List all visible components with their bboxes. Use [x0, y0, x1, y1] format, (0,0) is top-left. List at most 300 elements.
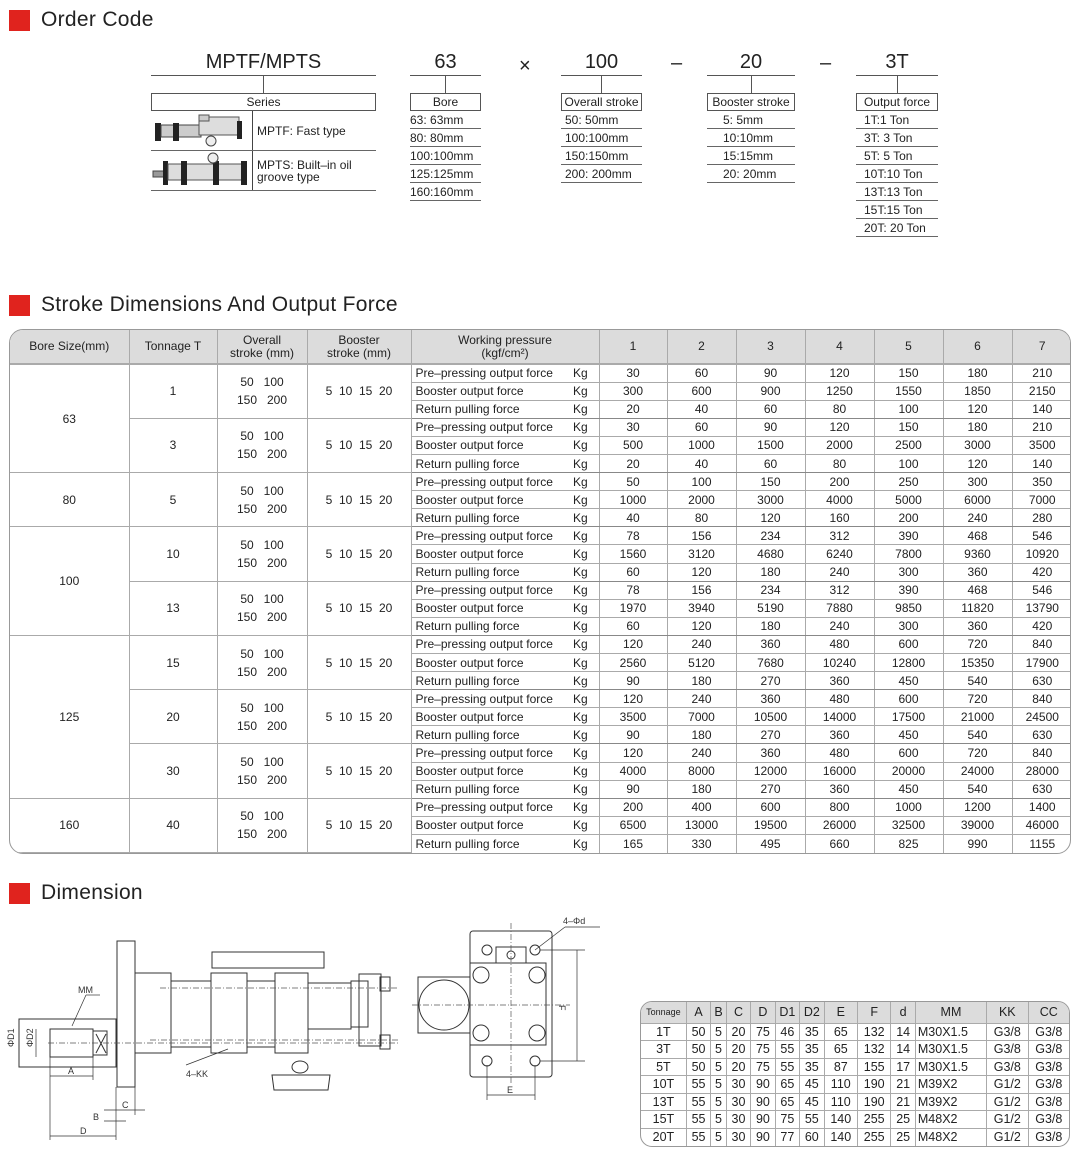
unit-label: Kg [573, 527, 599, 545]
table-row [10, 690, 1071, 708]
unit-label: Kg [573, 834, 599, 852]
force-value-cell: 180 [736, 563, 805, 581]
table-row [10, 418, 1071, 436]
force-value-cell: 90 [736, 364, 805, 382]
order-code-bore [410, 50, 481, 201]
force-value-cell: 78 [599, 527, 667, 545]
force-value-cell: 11820 [943, 599, 1012, 617]
dimension-value-cell: 20 [726, 1058, 750, 1076]
dimension-value-cell: 5T [641, 1058, 686, 1076]
header-pressure: 1 [599, 330, 667, 364]
force-value-cell: 300 [943, 473, 1012, 491]
force-value-cell: 30 [599, 364, 667, 382]
force-value-cell: 12800 [874, 654, 943, 672]
overall-stroke-cell: 50 100 150 200 [217, 798, 307, 852]
oil-groove-cylinder-image [151, 151, 253, 190]
force-type-label: Pre–pressing output force [411, 473, 573, 491]
dimension-value-cell: G3/8 [1028, 1058, 1069, 1076]
force-value-cell: 26000 [805, 816, 874, 834]
table-row [641, 1128, 1069, 1146]
force-value-cell: 420 [1012, 617, 1071, 635]
force-type-label: Pre–pressing output force [411, 798, 573, 816]
force-value-cell: 150 [736, 473, 805, 491]
bore-option: 125:125mm [410, 165, 481, 183]
dimension-value-cell: 35 [800, 1023, 824, 1041]
dimension-header-cell: C [726, 1002, 750, 1023]
table-row [10, 798, 1071, 816]
unit-label: Kg [573, 816, 599, 834]
force-value-cell: 546 [1012, 581, 1071, 599]
unit-label: Kg [573, 418, 599, 436]
force-value-cell: 390 [874, 527, 943, 545]
dimension-value-cell: 75 [775, 1111, 799, 1129]
force-value-cell: 140 [1012, 454, 1071, 472]
dimension-value-cell: 75 [751, 1058, 775, 1076]
force-value-cell: 630 [1012, 672, 1071, 690]
dimension-value-cell: 17 [891, 1058, 915, 1076]
bore-option: 63: 63mm [410, 111, 481, 129]
force-value-cell: 210 [1012, 418, 1071, 436]
overall-stroke-option: 100:100mm [561, 129, 642, 147]
force-value-cell: 1550 [874, 382, 943, 400]
force-value-cell: 240 [805, 617, 874, 635]
section-title: Order Code [41, 8, 154, 31]
force-value-cell: 60 [599, 563, 667, 581]
force-value-cell: 4000 [805, 491, 874, 509]
order-code-booster-stroke [707, 50, 795, 183]
force-value-cell: 450 [874, 780, 943, 798]
overall-stroke-cell: 50 100 150 200 [217, 581, 307, 635]
dimension-value-cell: 255 [857, 1111, 890, 1129]
unit-label: Kg [573, 672, 599, 690]
force-value-cell: 80 [805, 454, 874, 472]
dimension-value-cell: 13T [641, 1093, 686, 1111]
force-value-cell: 7880 [805, 599, 874, 617]
unit-label: Kg [573, 708, 599, 726]
force-value-cell: 140 [1012, 400, 1071, 418]
force-type-label: Pre–pressing output force [411, 581, 573, 599]
header-pressure: 3 [736, 330, 805, 364]
flange-plate [117, 941, 135, 1087]
force-value-cell: 180 [667, 780, 736, 798]
header-pressure: 5 [874, 330, 943, 364]
force-value-cell: 2000 [805, 436, 874, 454]
force-value-cell: 390 [874, 581, 943, 599]
dimension-value-cell: 25 [891, 1111, 915, 1129]
overall-stroke-option: 200: 200mm [561, 165, 642, 183]
force-value-cell: 2560 [599, 654, 667, 672]
force-value-cell: 840 [1012, 690, 1071, 708]
dimension-value-cell: 90 [751, 1076, 775, 1094]
force-value-cell: 240 [667, 635, 736, 653]
dimension-value-cell: 20T [641, 1128, 686, 1146]
force-value-cell: 180 [943, 364, 1012, 382]
force-type-label: Booster output force [411, 436, 573, 454]
dimension-value-cell: 45 [800, 1076, 824, 1094]
force-type-label: Return pulling force [411, 454, 573, 472]
force-value-cell: 100 [874, 400, 943, 418]
fast-type-cylinder-image [151, 111, 253, 150]
force-value-cell: 60 [599, 617, 667, 635]
force-value-cell: 240 [943, 509, 1012, 527]
force-value-cell: 210 [1012, 364, 1071, 382]
label-a: A [68, 1066, 75, 1076]
dimension-value-cell: 50 [686, 1058, 710, 1076]
unit-label: Kg [573, 400, 599, 418]
force-value-cell: 7680 [736, 654, 805, 672]
force-value-cell: 468 [943, 581, 1012, 599]
label-d: D [80, 1126, 87, 1136]
force-value-cell: 60 [667, 418, 736, 436]
dimension-value-cell: 5 [711, 1093, 726, 1111]
dimension-value-cell: 3T [641, 1041, 686, 1059]
force-type-label: Booster output force [411, 654, 573, 672]
force-value-cell: 150 [874, 418, 943, 436]
force-value-cell: 600 [874, 690, 943, 708]
dimension-header-cell: F [857, 1002, 890, 1023]
dimension-value-cell: G3/8 [987, 1041, 1029, 1059]
force-type-label: Pre–pressing output force [411, 364, 573, 382]
force-value-cell: 20 [599, 454, 667, 472]
series-item-text: MPTS: Built–in oil groove type [257, 157, 352, 184]
dimension-value-cell: 5 [711, 1041, 726, 1059]
dimension-value-cell: 77 [775, 1128, 799, 1146]
force-value-cell: 100 [667, 473, 736, 491]
force-value-cell: 350 [1012, 473, 1071, 491]
label-kk: 4–KK [186, 1069, 209, 1079]
unit-label: Kg [573, 744, 599, 762]
force-value-cell: 30 [599, 418, 667, 436]
force-value-cell: 270 [736, 780, 805, 798]
force-type-label: Return pulling force [411, 400, 573, 418]
dimension-value-cell: G3/8 [1028, 1023, 1069, 1041]
force-value-cell: 360 [736, 690, 805, 708]
force-value-cell: 720 [943, 744, 1012, 762]
connector-line [445, 76, 446, 93]
force-type-label: Return pulling force [411, 726, 573, 744]
dimension-value-cell: 14 [891, 1023, 915, 1041]
bore-option: 80: 80mm [410, 129, 481, 147]
force-value-cell: 312 [805, 581, 874, 599]
booster-stroke-cell: 5 10 15 20 [307, 690, 411, 744]
dimension-header-cell: CC [1028, 1002, 1069, 1023]
unit-label: Kg [573, 473, 599, 491]
force-value-cell: 2500 [874, 436, 943, 454]
header-tonnage: Tonnage T [129, 330, 217, 364]
force-value-cell: 5120 [667, 654, 736, 672]
overall-stroke-cell: 50 100 150 200 [217, 473, 307, 527]
force-value-cell: 156 [667, 527, 736, 545]
unit-label: Kg [573, 491, 599, 509]
order-code-output-force [856, 50, 938, 237]
force-value-cell: 15350 [943, 654, 1012, 672]
header-pressure: 2 [667, 330, 736, 364]
force-value-cell: 480 [805, 690, 874, 708]
bore-code: 63 [410, 50, 481, 76]
side-view-drawing [0, 915, 410, 1150]
force-value-cell: 3500 [1012, 436, 1071, 454]
dimension-value-cell: 1T [641, 1023, 686, 1041]
tonnage-cell: 20 [129, 690, 217, 744]
booster-stroke-cell: 5 10 15 20 [307, 581, 411, 635]
dimension-value-cell: 5 [711, 1058, 726, 1076]
force-value-cell: 270 [736, 726, 805, 744]
dimension-header-cell: D2 [800, 1002, 824, 1023]
force-type-label: Booster output force [411, 491, 573, 509]
force-value-cell: 630 [1012, 780, 1071, 798]
force-value-cell: 12000 [736, 762, 805, 780]
force-value-cell: 720 [943, 635, 1012, 653]
dimension-value-cell: 60 [800, 1128, 824, 1146]
series-code: MPTF/MPTS [151, 50, 376, 76]
force-value-cell: 234 [736, 581, 805, 599]
dimension-value-cell: G1/2 [987, 1128, 1029, 1146]
dimension-value-cell: 155 [857, 1058, 890, 1076]
force-value-cell: 120 [667, 563, 736, 581]
force-value-cell: 120 [599, 744, 667, 762]
dimension-value-cell: M39X2 [915, 1093, 986, 1111]
dimension-value-cell: G3/8 [1028, 1111, 1069, 1129]
force-value-cell: 7800 [874, 545, 943, 563]
force-value-cell: 300 [874, 563, 943, 581]
force-value-cell: 78 [599, 581, 667, 599]
dimension-header-cell: D [751, 1002, 775, 1023]
force-value-cell: 10500 [736, 708, 805, 726]
force-value-cell: 825 [874, 834, 943, 852]
force-value-cell: 20 [599, 400, 667, 418]
tonnage-cell: 30 [129, 744, 217, 798]
dimension-value-cell: M30X1.5 [915, 1041, 986, 1059]
force-value-cell: 180 [736, 617, 805, 635]
overall-stroke-cell: 50 100 150 200 [217, 527, 307, 581]
tonnage-cell: 13 [129, 581, 217, 635]
force-value-cell: 600 [667, 382, 736, 400]
force-value-cell: 17500 [874, 708, 943, 726]
dimension-header-cell: Tonnage [641, 1002, 686, 1023]
header-pressure: 7 [1012, 330, 1071, 364]
dimension-value-cell: 90 [751, 1093, 775, 1111]
booster-stroke-cell: 5 10 15 20 [307, 418, 411, 472]
force-type-label: Booster output force [411, 599, 573, 617]
force-type-label: Booster output force [411, 762, 573, 780]
dimension-value-cell: 50 [686, 1023, 710, 1041]
force-value-cell: 1400 [1012, 798, 1071, 816]
force-value-cell: 630 [1012, 726, 1071, 744]
dimension-header-cell: KK [987, 1002, 1029, 1023]
dimension-value-cell: 65 [775, 1076, 799, 1094]
dimension-value-cell: 30 [726, 1076, 750, 1094]
force-value-cell: 6240 [805, 545, 874, 563]
dimension-value-cell: 20 [726, 1023, 750, 1041]
force-value-cell: 3120 [667, 545, 736, 563]
force-value-cell: 24500 [1012, 708, 1071, 726]
force-value-cell: 120 [943, 454, 1012, 472]
force-value-cell: 240 [805, 563, 874, 581]
force-value-cell: 156 [667, 581, 736, 599]
header-pressure: 6 [943, 330, 1012, 364]
label-d2: ΦD2 [25, 1028, 35, 1047]
dimension-value-cell: G3/8 [1028, 1041, 1069, 1059]
table-row [641, 1093, 1069, 1111]
stroke-force-table [9, 329, 1071, 854]
connector-line [751, 76, 752, 93]
force-value-cell: 90 [599, 672, 667, 690]
force-value-cell: 6000 [943, 491, 1012, 509]
force-value-cell: 1000 [599, 491, 667, 509]
order-code-series [151, 50, 376, 191]
force-value-cell: 5000 [874, 491, 943, 509]
force-value-cell: 1250 [805, 382, 874, 400]
dimension-value-cell: M30X1.5 [915, 1058, 986, 1076]
unit-label: Kg [573, 509, 599, 527]
header-pressure: 4 [805, 330, 874, 364]
dimension-header-cell: MM [915, 1002, 986, 1023]
force-value-cell: 900 [736, 382, 805, 400]
output-force-option: 3T: 3 Ton [856, 129, 938, 147]
unit-label: Kg [573, 635, 599, 653]
force-value-cell: 500 [599, 436, 667, 454]
tonnage-cell: 40 [129, 798, 217, 852]
dimension-value-cell: 140 [824, 1111, 857, 1129]
times-separator: × [519, 55, 531, 77]
table-row [10, 744, 1071, 762]
unit-label: Kg [573, 762, 599, 780]
force-type-label: Pre–pressing output force [411, 744, 573, 762]
force-value-cell: 28000 [1012, 762, 1071, 780]
dimension-value-cell: 5 [711, 1128, 726, 1146]
dimension-header-cell: D1 [775, 1002, 799, 1023]
dimension-value-cell: 255 [857, 1128, 890, 1146]
table-row [641, 1041, 1069, 1059]
force-value-cell: 250 [874, 473, 943, 491]
output-force-option: 1T:1 Ton [856, 111, 938, 129]
dimension-value-cell: 132 [857, 1023, 890, 1041]
table-header-row [10, 330, 1071, 364]
force-value-cell: 360 [736, 744, 805, 762]
dimension-value-cell: 55 [686, 1111, 710, 1129]
force-value-cell: 840 [1012, 744, 1071, 762]
force-value-cell: 300 [599, 382, 667, 400]
dimension-value-cell: 75 [751, 1023, 775, 1041]
booster-stroke-box-label: Booster stroke [707, 93, 795, 111]
bore-size-cell: 63 [10, 364, 129, 473]
dimension-value-cell: 15T [641, 1111, 686, 1129]
force-value-cell: 468 [943, 527, 1012, 545]
dimension-value-cell: 55 [686, 1093, 710, 1111]
force-value-cell: 150 [874, 364, 943, 382]
force-value-cell: 3000 [736, 491, 805, 509]
force-value-cell: 60 [736, 454, 805, 472]
force-value-cell: 7000 [667, 708, 736, 726]
section-header-stroke [9, 293, 398, 317]
dimension-value-cell: 5 [711, 1023, 726, 1041]
force-value-cell: 120 [599, 635, 667, 653]
force-type-label: Return pulling force [411, 617, 573, 635]
label-phid: 4–Φd [563, 916, 586, 926]
force-value-cell: 1000 [874, 798, 943, 816]
overall-stroke-cell: 50 100 150 200 [217, 690, 307, 744]
dash-separator: – [820, 52, 832, 74]
header-overall-stroke: Overall stroke (mm) [217, 330, 307, 364]
force-value-cell: 450 [874, 726, 943, 744]
dimension-value-cell: 90 [751, 1111, 775, 1129]
dimension-value-cell: 5 [711, 1076, 726, 1094]
force-value-cell: 16000 [805, 762, 874, 780]
bore-box-label: Bore [410, 93, 481, 111]
unit-label: Kg [573, 454, 599, 472]
dimension-value-cell: 30 [726, 1111, 750, 1129]
force-value-cell: 360 [805, 726, 874, 744]
dimension-value-cell: 46 [775, 1023, 799, 1041]
booster-stroke-cell: 5 10 15 20 [307, 744, 411, 798]
connector-line [601, 76, 602, 93]
force-value-cell: 165 [599, 834, 667, 852]
dimension-value-cell: 110 [824, 1076, 857, 1094]
force-value-cell: 24000 [943, 762, 1012, 780]
header-bore: Bore Size(mm) [10, 330, 129, 364]
section-header-order-code [9, 8, 154, 32]
tonnage-cell: 15 [129, 635, 217, 689]
unit-label: Kg [573, 780, 599, 798]
dimension-value-cell: G3/8 [987, 1058, 1029, 1076]
dimension-value-cell: 87 [824, 1058, 857, 1076]
unit-label: Kg [573, 581, 599, 599]
dimension-value-cell: G3/8 [987, 1023, 1029, 1041]
force-value-cell: 2150 [1012, 382, 1071, 400]
overall-stroke-cell: 50 100 150 200 [217, 418, 307, 472]
force-value-cell: 6500 [599, 816, 667, 834]
dimension-value-cell: 21 [891, 1076, 915, 1094]
section-marker [9, 883, 30, 904]
force-value-cell: 200 [805, 473, 874, 491]
force-value-cell: 40 [667, 454, 736, 472]
table-row [10, 527, 1071, 545]
force-value-cell: 450 [874, 672, 943, 690]
force-type-label: Return pulling force [411, 563, 573, 581]
dash-separator: – [671, 52, 683, 74]
force-value-cell: 80 [667, 509, 736, 527]
force-value-cell: 5190 [736, 599, 805, 617]
force-value-cell: 120 [805, 418, 874, 436]
dimension-value-cell: 110 [824, 1093, 857, 1111]
bore-size-cell: 160 [10, 798, 129, 852]
unit-label: Kg [573, 617, 599, 635]
force-value-cell: 312 [805, 527, 874, 545]
force-value-cell: 240 [667, 690, 736, 708]
force-value-cell: 10240 [805, 654, 874, 672]
section-title: Dimension [41, 881, 143, 904]
force-value-cell: 360 [736, 635, 805, 653]
force-value-cell: 180 [667, 726, 736, 744]
booster-stroke-cell: 5 10 15 20 [307, 473, 411, 527]
force-value-cell: 480 [805, 744, 874, 762]
force-value-cell: 1000 [667, 436, 736, 454]
force-value-cell: 50 [599, 473, 667, 491]
unit-label: Kg [573, 726, 599, 744]
force-value-cell: 540 [943, 726, 1012, 744]
unit-label: Kg [573, 798, 599, 816]
force-value-cell: 660 [805, 834, 874, 852]
tonnage-cell: 10 [129, 527, 217, 581]
force-value-cell: 420 [1012, 563, 1071, 581]
force-value-cell: 300 [874, 617, 943, 635]
force-value-cell: 120 [943, 400, 1012, 418]
force-value-cell: 600 [874, 744, 943, 762]
label-e: E [507, 1085, 514, 1095]
dimension-value-cell: 55 [800, 1111, 824, 1129]
overall-stroke-cell: 50 100 150 200 [217, 635, 307, 689]
force-value-cell: 80 [805, 400, 874, 418]
